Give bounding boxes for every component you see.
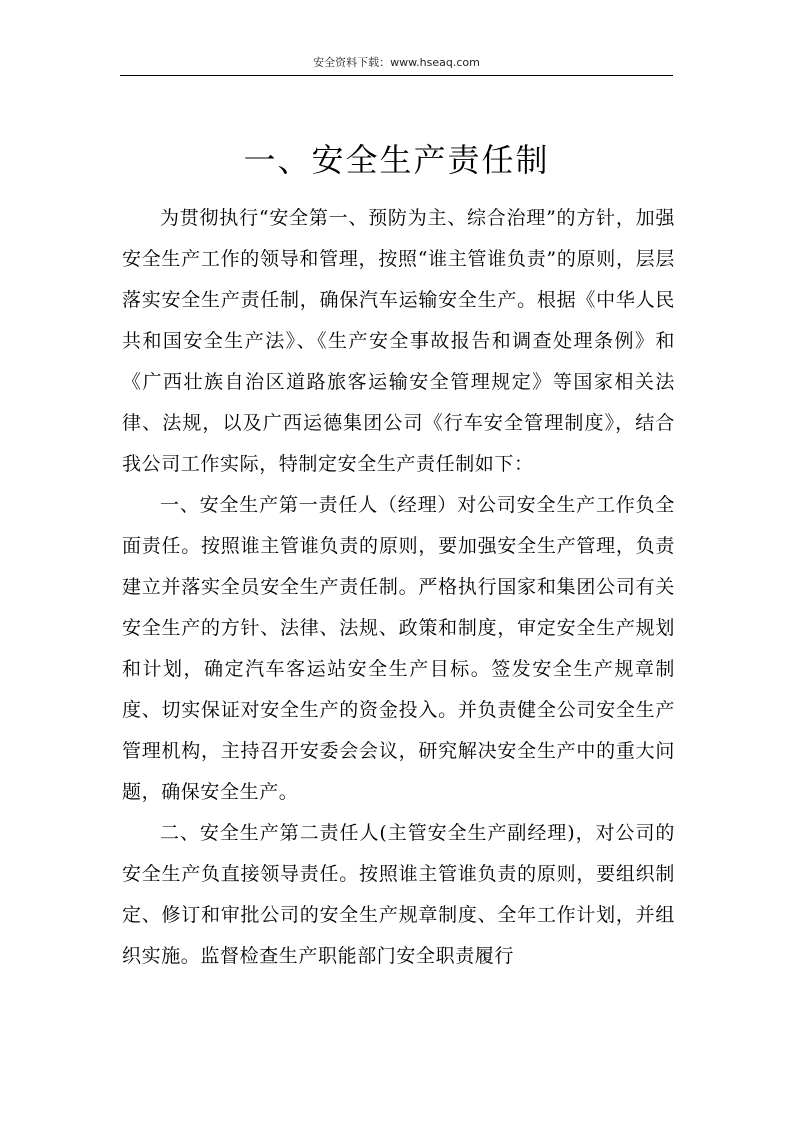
paragraph-first-responsible: 一、安全生产第一责任人（经理）对公司安全生产工作负全面责任。按照谁主管谁负责的原则，要加强安全生产管理，负责建立并落实全员安全生产责任制。严格执行国家和集团公司有关安全生产的方针、法律、法规、政策和制度，审定安全生产规划和计划，确定汽车客运站安全生产目标。签发安全生产规章制度、切实保证对安全生产的资金投入。并负责健全公司安全生产管理机构，主持召开安委会会议，研究解决安全生产中的重大问题，确保安全生产。	[122, 494, 675, 803]
document-title: 一、安全生产责任制	[243, 141, 550, 179]
paragraph-second-responsible: 二、安全生产第二责任人(主管安全生产副经理)，对公司的安全生产负直接领导责任。按照谁主管谁负责的原则，要组织制定、修订和审批公司的安全生产规章制度、全年工作计划，并组织实施。监督检查生产职能部门安全职责履行	[122, 822, 675, 967]
document-body	[122, 198, 675, 977]
header-divider	[120, 75, 673, 76]
paragraph-intro: 为贯彻执行“安全第一、预防为主、综合治理”的方针，加强安全生产工作的领导和管理，按照“谁主管谁负责”的原则，层层落实安全生产责任制，确保汽车运输安全生产。根据《中华人民共和国安全生产法》、《生产安全事故报告和调查处理条例》和《广西壮族自治区道路旅客运输安全管理规定》等国家相关法律、法规，以及广西运德集团公司《行车安全管理制度》，结合我公司工作实际，特制定安全生产责任制如下：	[122, 207, 675, 475]
page-header: 安全资料下载：www.hseaq.com	[313, 56, 480, 69]
